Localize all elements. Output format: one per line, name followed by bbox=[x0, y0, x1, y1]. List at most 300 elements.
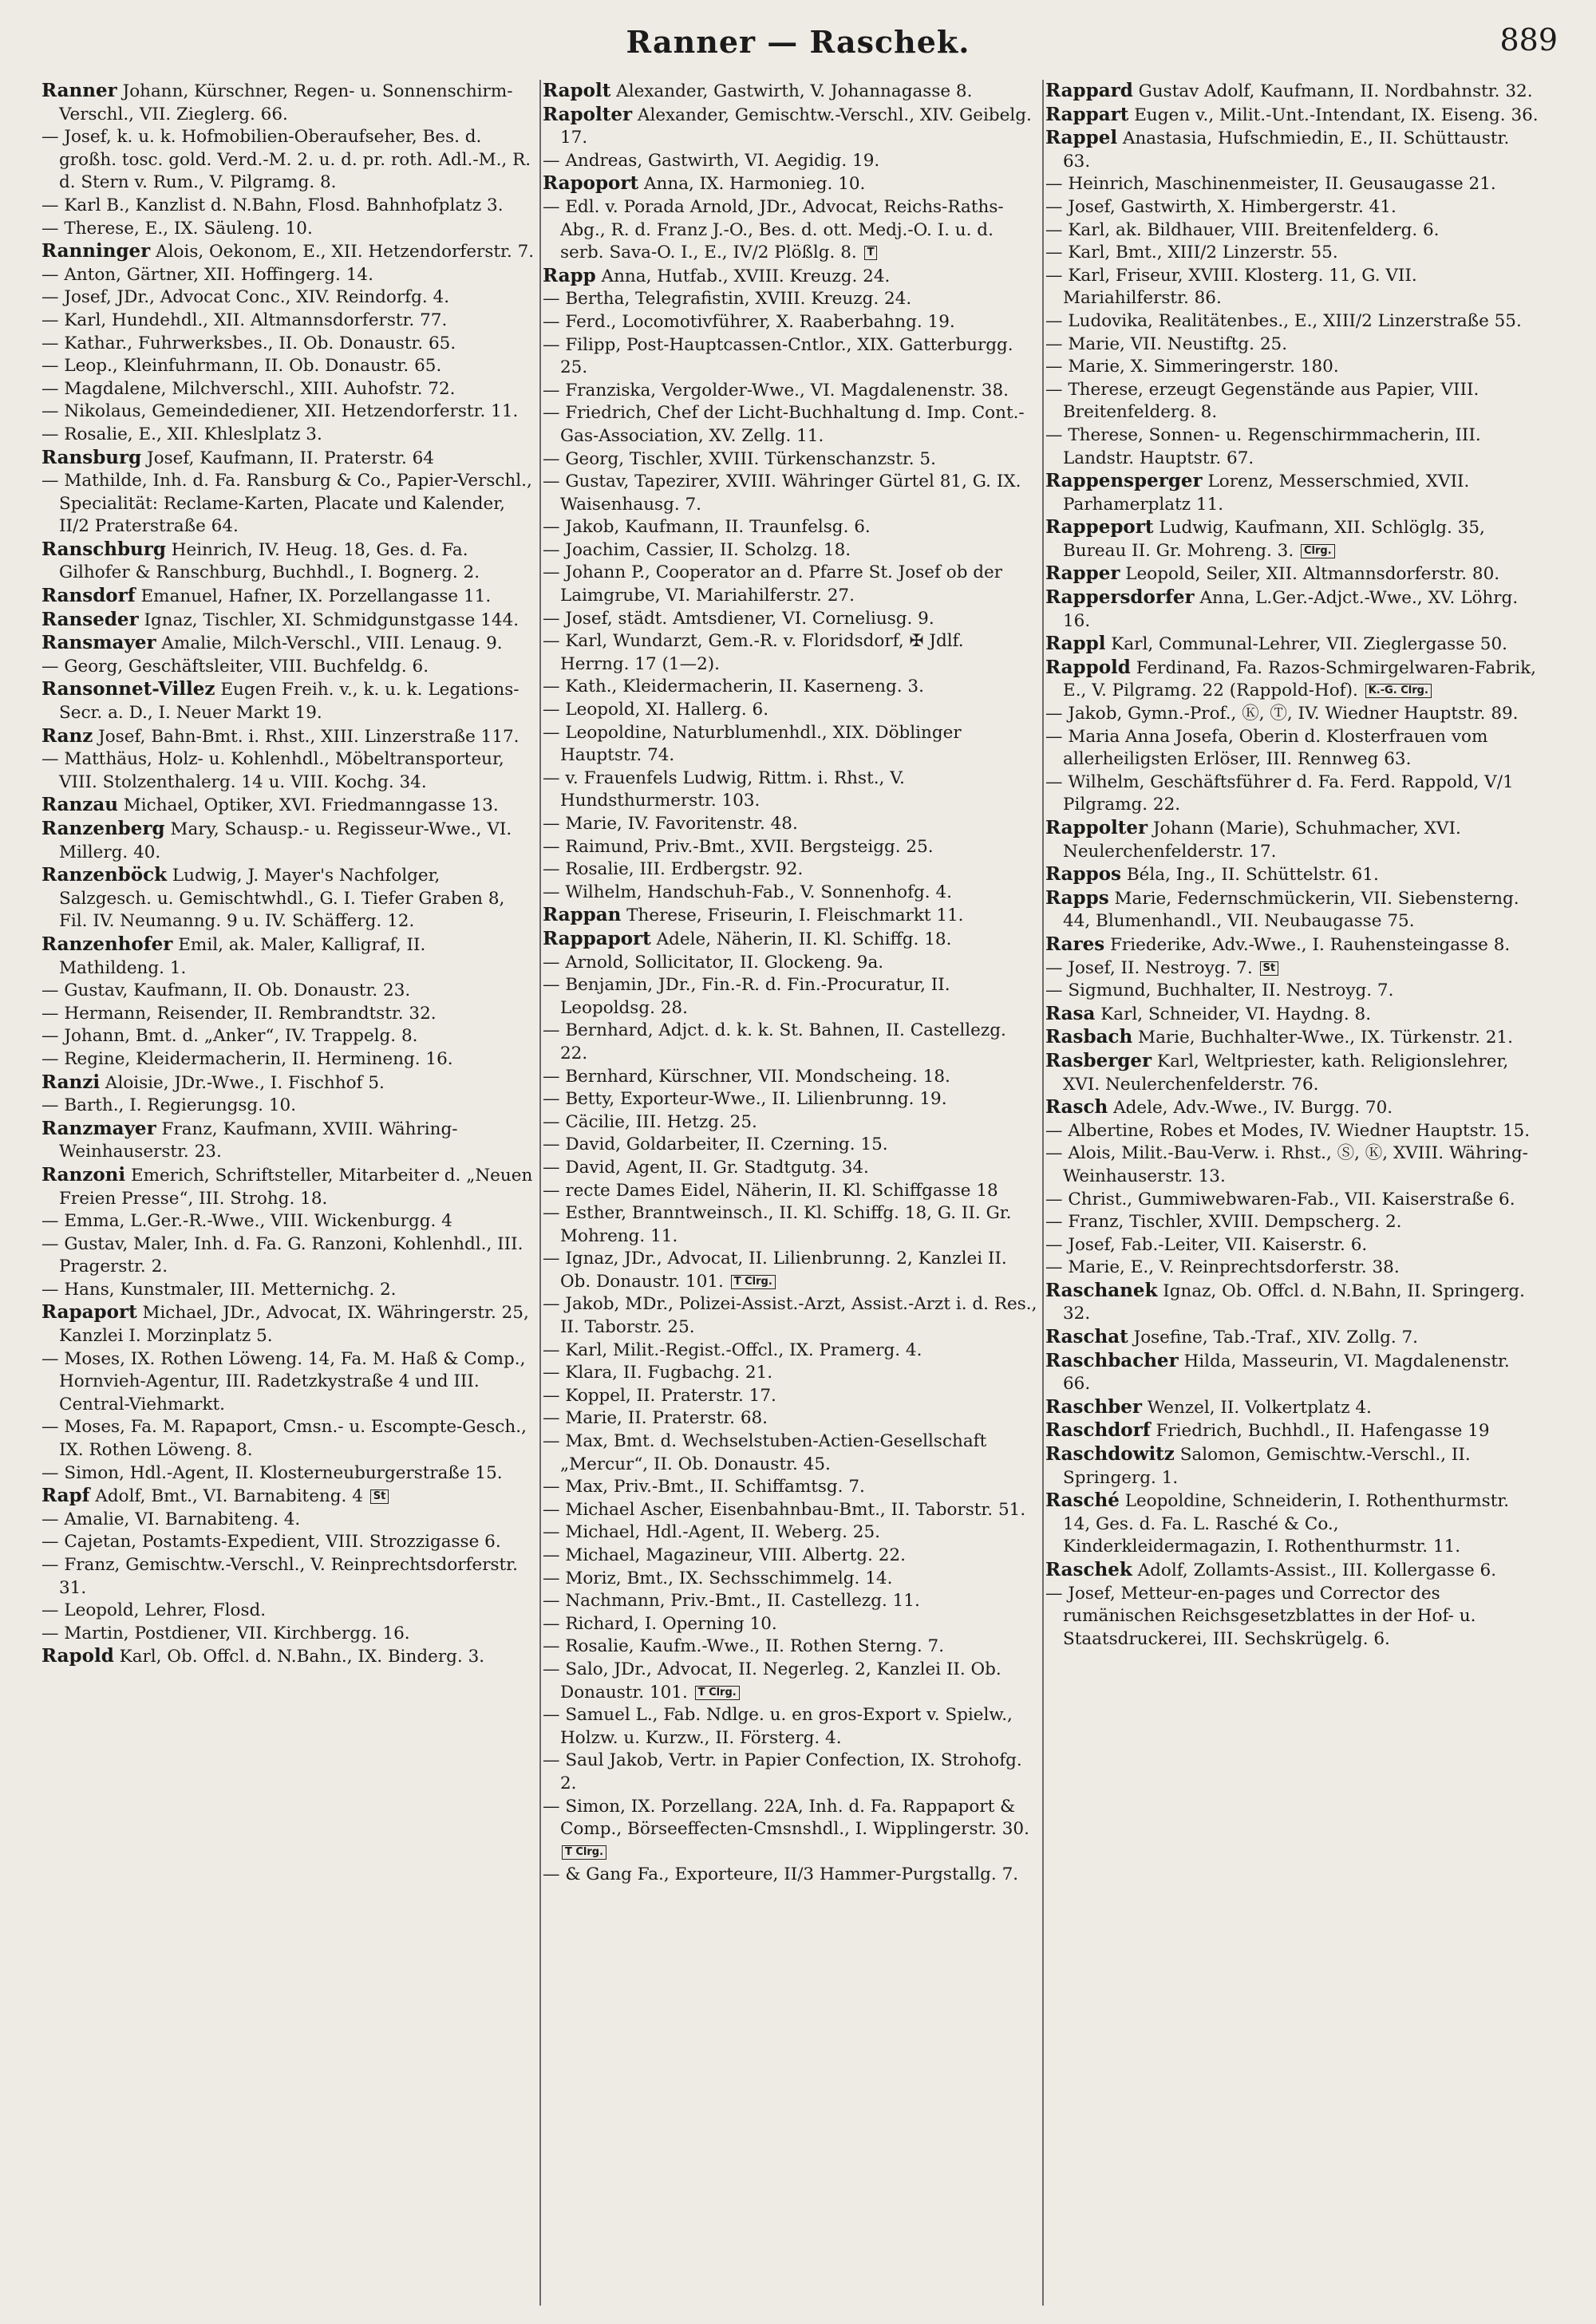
directory-entry bbox=[543, 904, 1037, 928]
entry-text: — Edl. v. Porada Arnold, JDr., Advocat, Reichs-Raths-Abg., R. d. Franz J.-O., Bes. d. ott. Medj.-O. I. u. d. serb. Sava-O. I., E., IV/2 Plößlg. 8. bbox=[543, 196, 1004, 263]
directory-entry bbox=[543, 516, 1037, 539]
entry-text: — Wilhelm, Geschäftsführer d. Fa. Ferd. Rappold, V/1 Pilgramg. 22. bbox=[1045, 771, 1514, 815]
entry-text: — Karl, Wundarzt, Gem.-R. v. Floridsdorf, ✠ Jdlf. Herrng. 17 (1—2). bbox=[543, 631, 964, 674]
directory-entry bbox=[1045, 657, 1540, 703]
directory-entry bbox=[543, 288, 1037, 311]
entry-text: — Therese, E., IX. Säuleng. 10. bbox=[41, 218, 313, 239]
entry-text: — Gustav, Tapezirer, XVIII. Währinger Gürtel 81, G. IX. Waisenhausg. 7. bbox=[543, 472, 1021, 515]
directory-entry bbox=[543, 1750, 1037, 1795]
entry-surname: Ranzau bbox=[41, 794, 118, 816]
entry-text: — Rosalie, E., XII. Khleslplatz 3. bbox=[41, 424, 322, 444]
directory-entry bbox=[1045, 1350, 1540, 1396]
directory-entry bbox=[543, 1613, 1037, 1636]
entry-text: Salomon, Gemischtw.-Verschl., II. Springerg. 1. bbox=[1063, 1445, 1471, 1488]
entry-text: — Magdalene, Milchverschl., XIII. Auhofstr. 72. bbox=[41, 378, 456, 399]
entry-text: Franz, Kaufmann, XVIII. Währing-Weinhauserstr. 23. bbox=[59, 1119, 458, 1162]
entry-text: — Josef, Metteur-en-pages und Corrector des rumänischen Reichsgesetzblattes in der Hof- u. Staatsdruckerei, III. Sechskrügelg. 6. bbox=[1045, 1583, 1476, 1649]
entry-surname: Raschbacher bbox=[1045, 1349, 1179, 1371]
entry-text: — Moses, Fa. M. Rapaport, Cmsn.- u. Escompte-Gesch., IX. Rothen Löweng. 8. bbox=[41, 1417, 527, 1461]
entry-text: — Gustav, Maler, Inh. d. Fa. G. Ranzoni, Kohlenhdl., III. Pragerstr. 2. bbox=[41, 1233, 523, 1277]
directory-entry bbox=[1045, 887, 1540, 933]
directory-entry bbox=[41, 1071, 536, 1095]
entry-text: — Simon, IX. Porzellang. 22A, Inh. d. Fa. Rappaport & Comp., Börseeffecten-Cmsnshdl., I. Wipplingerstr. 30. bbox=[543, 1796, 1029, 1840]
directory-entry bbox=[543, 471, 1037, 516]
directory-entry bbox=[1045, 863, 1540, 887]
entry-text: — Andreas, Gastwirth, VI. Aegidig. 19. bbox=[543, 150, 880, 171]
directory-entry bbox=[543, 1635, 1037, 1659]
directory-entry bbox=[41, 539, 536, 585]
directory-entry bbox=[1045, 1096, 1540, 1120]
entry-text: Ferdinand, Fa. Razos-Schmirgelwaren-Fabrik, E., V. Pilgramg. 22 (Rappold-Hof). bbox=[1063, 657, 1536, 701]
entry-surname: Ranzi bbox=[41, 1071, 101, 1093]
directory-entry bbox=[1045, 242, 1540, 265]
entry-text: Marie, Federnschmückerin, VII. Siebensterng. 44, Blumenhandl., VII. Neubaugasse 75. bbox=[1063, 888, 1519, 932]
directory-entry bbox=[543, 1157, 1037, 1180]
directory-entry bbox=[1045, 933, 1540, 957]
directory-entry bbox=[1045, 1211, 1540, 1234]
entry-surname: Rappel bbox=[1045, 127, 1118, 149]
entry-text: — Leopold, Lehrer, Flosd. bbox=[41, 1600, 267, 1621]
entry-text: — Filipp, Post-Hauptcassen-Cntlor., XIX. Gatterburgg. 25. bbox=[543, 334, 1013, 378]
directory-entry bbox=[1045, 265, 1540, 310]
entry-text: — Alois, Milit.-Bau-Verw. i. Rhst., Ⓢ, Ⓚ, XVIII. Währing-Weinhauserstr. 13. bbox=[1045, 1143, 1528, 1186]
entry-text: Leopoldine, Schneiderin, I. Rothenthurmstr. 14, Ges. d. Fa. L. Rasché & Co., Kinderkleidermagazin, I. Rothenthurmstr. 11. bbox=[1063, 1491, 1510, 1557]
directory-entry bbox=[1045, 703, 1540, 726]
entry-surname: Rapp bbox=[543, 264, 596, 286]
directory-entry bbox=[543, 104, 1037, 150]
entry-text: — Albertine, Robes et Modes, IV. Wiedner Hauptstr. 15. bbox=[1045, 1120, 1531, 1141]
entry-text: — Mathilde, Inh. d. Fa. Ransburg & Co., Papier-Verschl., Specialität: Reclame-Karten, Placate und Kalender, II/2 Praterstraße 64. bbox=[41, 471, 532, 537]
entry-text: Karl, Schneider, VI. Haydng. 8. bbox=[1095, 1004, 1372, 1024]
directory-entry bbox=[543, 265, 1037, 289]
directory-entry bbox=[41, 1645, 536, 1669]
directory-entry bbox=[1045, 1280, 1540, 1326]
entry-surname: Rasché bbox=[1045, 1489, 1120, 1512]
entry-text: — Simon, Hdl.-Agent, II. Klosterneuburgerstraße 15. bbox=[41, 1462, 503, 1483]
directory-entry bbox=[41, 1623, 536, 1646]
entry-text: — Koppel, II. Praterstr. 17. bbox=[543, 1385, 776, 1406]
directory-entry bbox=[41, 933, 536, 980]
directory-entry bbox=[543, 836, 1037, 859]
entry-text: — Josef, städt. Amtsdiener, VI. Corneliusg. 9. bbox=[543, 608, 934, 629]
entry-text: Aloisie, JDr.-Wwe., I. Fischhof 5. bbox=[100, 1072, 385, 1093]
entry-surname: Ransdorf bbox=[41, 585, 136, 607]
directory-entry bbox=[1045, 424, 1540, 470]
directory-entry bbox=[41, 818, 536, 864]
entry-text: — Karl, ak. Bildhauer, VIII. Breitenfelderg. 6. bbox=[1045, 219, 1440, 240]
directory-entry bbox=[1045, 771, 1540, 817]
entry-text: Emanuel, Hafner, IX. Porzellangasse 11. bbox=[135, 586, 492, 607]
directory-entry bbox=[41, 1348, 536, 1417]
entry-text: — Bertha, Telegrafistin, XVIII. Kreuzg. 24. bbox=[543, 289, 912, 310]
directory-entry bbox=[41, 1003, 536, 1026]
entry-surname: Rappensperger bbox=[1045, 470, 1203, 492]
entry-surname: Ranz bbox=[41, 724, 93, 747]
entry-text: Anastasia, Hufschmiedin, E., II. Schüttaustr. 63. bbox=[1063, 128, 1510, 172]
directory-entry bbox=[543, 699, 1037, 722]
entry-text: — Heinrich, Maschinenmeister, II. Geusaugasse 21. bbox=[1045, 174, 1496, 195]
entry-text: — Samuel L., Fab. Ndlge. u. en gros-Export v. Spielw., Holzw. u. Kurzw., II. Försterg. 4. bbox=[543, 1705, 1013, 1748]
directory-entry bbox=[1045, 104, 1540, 128]
directory-entry bbox=[41, 355, 536, 378]
entry-surname: Rappaport bbox=[543, 927, 651, 949]
entry-text: — Rosalie, III. Erdbergstr. 92. bbox=[543, 859, 804, 880]
directory-entry bbox=[41, 1485, 536, 1509]
entry-surname: Rappl bbox=[1045, 633, 1106, 655]
entry-text: Heinrich, IV. Heug. 18, Ges. d. Fa. Gilhofer & Ranschburg, Buchhdl., I. Bognerg. 2. bbox=[59, 539, 480, 583]
entry-text: — Jakob, MDr., Polizei-Assist.-Arzt, Assist.-Arzt i. d. Res., II. Taborstr. 25. bbox=[543, 1294, 1037, 1338]
directory-entry bbox=[543, 172, 1037, 196]
directory-entry bbox=[1045, 1026, 1540, 1050]
entry-text: — Bernhard, Adjct. d. k. k. St. Bahnen, II. Castellezg. 22. bbox=[543, 1020, 1006, 1063]
directory-entry bbox=[543, 608, 1037, 631]
directory-entry bbox=[1045, 562, 1540, 586]
directory-entry bbox=[1045, 1419, 1540, 1443]
entry-text: — Ferd., Locomotivführer, X. Raaberbahng. 19. bbox=[543, 311, 955, 332]
directory-entry bbox=[1045, 633, 1540, 657]
entry-surname: Raschek bbox=[1045, 1559, 1132, 1580]
entry-marker-badge: St bbox=[370, 1489, 389, 1504]
entry-text: Ludwig, J. Mayer's Nachfolger, Salzgesch. u. Gemischtwhdl., G. I. Tiefer Graben 8, Fil. IV. Neumanng. 9 u. IV. Schäfferg. 12. bbox=[59, 866, 505, 932]
directory-entry bbox=[543, 1293, 1037, 1339]
page-number: 889 bbox=[1499, 22, 1558, 57]
directory-entry bbox=[41, 264, 536, 287]
directory-entry bbox=[1045, 1583, 1540, 1651]
entry-text: — Moriz, Bmt., IX. Sechsschimmelg. 14. bbox=[543, 1568, 893, 1588]
directory-entry bbox=[41, 1416, 536, 1462]
entry-text: Mary, Schausp.- u. Regisseur-Wwe., VI. Millerg. 40. bbox=[59, 819, 512, 862]
entry-surname: Ranzoni bbox=[41, 1163, 126, 1186]
entry-text: — Ignaz, JDr., Advocat, II. Lilienbrunng. 2, Kanzlei II. Ob. Donaustr. 101. bbox=[543, 1249, 1007, 1292]
entry-surname: Rapaport bbox=[41, 1301, 137, 1324]
entry-text: — Arnold, Sollicitator, II. Glockeng. 9a. bbox=[543, 952, 884, 973]
directory-entry bbox=[1045, 310, 1540, 333]
entry-text: Alois, Oekonom, E., XII. Hetzendorferstr. 7. bbox=[150, 242, 535, 262]
directory-entry bbox=[41, 333, 536, 356]
directory-entry bbox=[543, 539, 1037, 562]
directory-entry bbox=[1045, 1189, 1540, 1212]
entry-text: Anna, L.Ger.-Adjct.-Wwe., XV. Löhrg. 16. bbox=[1063, 588, 1519, 631]
entry-text: — Raimund, Priv.-Bmt., XVII. Bergsteigg. 25. bbox=[543, 836, 934, 857]
entry-surname: Rasberger bbox=[1045, 1049, 1152, 1071]
entry-surname: Raschanek bbox=[1045, 1279, 1158, 1301]
entry-marker-badge: Clrg. bbox=[1301, 544, 1335, 558]
directory-entry bbox=[1045, 1489, 1540, 1559]
directory-entry bbox=[41, 470, 536, 539]
entry-text: — Georg, Tischler, XVIII. Türkenschanzstr. 5. bbox=[543, 448, 936, 469]
directory-entry bbox=[41, 1301, 536, 1347]
entry-text: — Richard, I. Operning 10. bbox=[543, 1613, 777, 1634]
entry-text: — Hermann, Reisender, II. Rembrandtstr. 32. bbox=[41, 1003, 437, 1024]
directory-entry bbox=[41, 678, 536, 724]
directory-entry bbox=[1045, 817, 1540, 863]
entry-text: — Jakob, Gymn.-Prof., Ⓚ, Ⓣ, IV. Wiedner Hauptstr. 89. bbox=[1045, 704, 1519, 724]
directory-entry bbox=[41, 447, 536, 471]
entry-text: — Moses, IX. Rothen Löweng. 14, Fa. M. Haß & Comp., Hornvieh-Agentur, III. Radetzkystraße 4 und III. Central-Viehmarkt. bbox=[41, 1348, 526, 1415]
entry-text: — Martin, Postdiener, VII. Kirchbergg. 16. bbox=[41, 1623, 410, 1643]
entry-marker-badge: St bbox=[1260, 961, 1279, 976]
entry-marker-badge: K.-G. Clrg. bbox=[1365, 684, 1432, 698]
entry-text: — v. Frauenfels Ludwig, Rittm. i. Rhst., V. Hundsthurmerstr. 103. bbox=[543, 767, 905, 811]
entry-text: — & Gang Fa., Exporteure, II/3 Hammer-Purgstallg. 7. bbox=[543, 1864, 1019, 1885]
entry-text: — Sigmund, Buchhalter, II. Nestroyg. 7. bbox=[1045, 980, 1394, 1001]
entry-text: — Esther, Branntweinsch., II. Kl. Schiffg. 18, G. II. Gr. Mohreng. 11. bbox=[543, 1203, 1012, 1246]
entry-text: — Marie, E., V. Reinprechtsdorferstr. 38. bbox=[1045, 1257, 1400, 1278]
directory-entry bbox=[41, 1095, 536, 1118]
directory-entry bbox=[41, 1164, 536, 1210]
entry-text: — Franz, Tischler, XVIII. Dempscherg. 2. bbox=[1045, 1212, 1402, 1233]
entry-marker-badge: T Clrg. bbox=[562, 1845, 606, 1860]
entry-surname: Rappolter bbox=[1045, 817, 1148, 838]
entry-text: Josefine, Tab.-Traf., XIV. Zollg. 7. bbox=[1128, 1328, 1419, 1348]
entry-surname: Rappeport bbox=[1045, 516, 1154, 539]
directory-entry bbox=[543, 402, 1037, 448]
directory-entry bbox=[543, 80, 1037, 104]
entry-surname: Ransonnet-Villez bbox=[41, 678, 215, 700]
entry-text: — Christ., Gummiwebwaren-Fab., VII. Kaiserstraße 6. bbox=[1045, 1189, 1515, 1209]
entry-text: — Betty, Exporteur-Wwe., II. Lilienbrunng. 19. bbox=[543, 1089, 947, 1110]
directory-entry bbox=[543, 1659, 1037, 1704]
entry-text: — Johann P., Cooperator an d. Pfarre St. Josef ob der Laimgrube, VI. Mariahilferstr. 27. bbox=[543, 562, 1003, 606]
directory-entry bbox=[41, 1279, 536, 1302]
entry-text: — Maria Anna Josefa, Oberin d. Klosterfrauen vom allerheiligsten Erlöser, III. Rennweg 63. bbox=[1045, 726, 1488, 770]
entry-surname: Rapper bbox=[1045, 562, 1120, 585]
directory-entry bbox=[41, 1025, 536, 1048]
entry-surname: Rapoport bbox=[543, 172, 639, 195]
directory-entry bbox=[1045, 1559, 1540, 1583]
entry-text: Johann (Marie), Schuhmacher, XVI. Neulerchenfelderstr. 17. bbox=[1063, 819, 1461, 862]
directory-entry bbox=[41, 1509, 536, 1532]
entry-text: — Joachim, Cassier, II. Scholzg. 18. bbox=[543, 539, 851, 560]
directory-entry bbox=[1045, 586, 1540, 633]
entry-text: Ignaz, Ob. Offcl. d. N.Bahn, II. Springerg. 32. bbox=[1063, 1280, 1525, 1324]
entry-text: Therese, Friseurin, I. Fleischmarkt 11. bbox=[621, 906, 964, 926]
entry-surname: Ranninger bbox=[41, 240, 151, 262]
directory-entry bbox=[543, 1248, 1037, 1293]
entry-surname: Ranschburg bbox=[41, 538, 166, 560]
entry-text: — Georg, Geschäftsleiter, VIII. Buchfeldg. 6. bbox=[41, 656, 429, 677]
entry-text: — Benjamin, JDr., Fin.-R. d. Fin.-Procuratur, II. Leopoldsg. 28. bbox=[543, 975, 950, 1018]
entry-text: Ignaz, Tischler, XI. Schmidgunstgasse 144. bbox=[138, 610, 519, 630]
directory-entry bbox=[1045, 196, 1540, 219]
entry-text: — Saul Jakob, Vertr. in Papier Confection, IX. Strohofg. 2. bbox=[543, 1750, 1022, 1793]
directory-entry bbox=[41, 1118, 536, 1164]
entry-text: — Kathar., Fuhrwerksbes., II. Ob. Donaustr. 65. bbox=[41, 333, 456, 353]
entry-text: — Michael Ascher, Eisenbahnbau-Bmt., II. Taborstr. 51. bbox=[543, 1499, 1026, 1520]
directory-entry bbox=[1045, 1003, 1540, 1027]
entry-text: — Therese, erzeugt Gegenstände aus Papier, VIII. Breitenfelderg. 8. bbox=[1045, 379, 1479, 423]
directory-entry bbox=[543, 767, 1037, 813]
entry-text: — Leopoldine, Naturblumenhdl., XIX. Döblinger Hauptstr. 74. bbox=[543, 722, 962, 766]
directory-entry bbox=[543, 334, 1037, 380]
entry-surname: Rapold bbox=[41, 1645, 114, 1667]
entry-text: Lorenz, Messerschmied, XVII. Parhamerplatz 11. bbox=[1063, 472, 1470, 515]
entry-text: — Ludovika, Realitätenbes., E., XIII/2 Linzerstraße 55. bbox=[1045, 310, 1522, 331]
entry-text: Leopold, Seiler, XII. Altmannsdorferstr. 80. bbox=[1120, 564, 1500, 585]
entry-text: Adele, Näherin, II. Kl. Schiffg. 18. bbox=[650, 929, 952, 949]
entry-text: Emil, ak. Maler, Kalligraf, II. Mathildeng. 1. bbox=[59, 934, 426, 978]
entry-surname: Ranzenberg bbox=[41, 818, 165, 839]
directory-entry bbox=[41, 725, 536, 749]
entry-text: — Josef, Fab.-Leiter, VII. Kaiserstr. 6. bbox=[1045, 1234, 1368, 1255]
entry-surname: Raschat bbox=[1045, 1326, 1128, 1348]
entry-text: — Marie, IV. Favoritenstr. 48. bbox=[543, 814, 798, 834]
directory-entry bbox=[1045, 173, 1540, 196]
directory-entry bbox=[1045, 957, 1540, 980]
directory-entry bbox=[41, 1462, 536, 1486]
directory-entry bbox=[543, 1340, 1037, 1363]
directory-entry bbox=[41, 980, 536, 1003]
directory-entry bbox=[543, 1521, 1037, 1545]
entry-text: Adolf, Bmt., VI. Barnabiteng. 4 bbox=[89, 1486, 363, 1507]
columns bbox=[41, 80, 1558, 2306]
entry-text: — Michael, Magazineur, VIII. Albertg. 22. bbox=[543, 1545, 906, 1565]
entry-surname: Rappan bbox=[543, 904, 622, 926]
entry-text: — Karl, Friseur, XVIII. Klosterg. 11, G. VII. Mariahilferstr. 86. bbox=[1045, 265, 1417, 309]
directory-entry bbox=[543, 1568, 1037, 1591]
entry-text: — Emma, L.Ger.-R.-Wwe., VIII. Wickenburgg. 4 bbox=[41, 1211, 452, 1232]
entry-text: — Marie, X. Simmeringerstr. 180. bbox=[1045, 357, 1339, 377]
entry-surname: Rapps bbox=[1045, 886, 1109, 909]
entry-text: Eugen Freih. v., k. u. k. Legations-Secr. a. D., I. Neuer Markt 19. bbox=[59, 680, 519, 724]
directory-entry bbox=[41, 656, 536, 679]
directory-entry bbox=[543, 150, 1037, 173]
entry-surname: Rappard bbox=[1045, 80, 1133, 101]
entry-text: — Karl, Hundehdl., XII. Altmannsdorferstr. 77. bbox=[41, 310, 448, 330]
entry-text: — Cajetan, Postamts-Expedient, VIII. Strozzigasse 6. bbox=[41, 1532, 501, 1553]
entry-text: Karl, Communal-Lehrer, VII. Zieglergasse 50. bbox=[1105, 634, 1508, 655]
entry-text: — David, Goldarbeiter, II. Czerning. 15. bbox=[543, 1134, 888, 1155]
entry-surname: Raschdorf bbox=[1045, 1419, 1151, 1442]
directory-entry bbox=[543, 1499, 1037, 1522]
entry-text: Alexander, Gemischtw.-Verschl., XIV. Geibelg. 17. bbox=[560, 105, 1032, 148]
entry-text: Béla, Ing., II. Schüttelstr. 61. bbox=[1121, 865, 1379, 886]
directory-entry bbox=[543, 1134, 1037, 1157]
directory-entry bbox=[543, 882, 1037, 905]
directory-entry bbox=[1045, 1234, 1540, 1257]
entry-text: Amalie, Milch-Verschl., VIII. Lenaug. 9. bbox=[156, 633, 503, 654]
directory-entry bbox=[543, 676, 1037, 699]
entry-text: — Amalie, VI. Barnabiteng. 4. bbox=[41, 1509, 301, 1529]
entry-text: — Franz, Gemischtw.-Verschl., V. Reinprechtsdorferstr. 31. bbox=[41, 1555, 518, 1598]
entry-text: — Franziska, Vergolder-Wwe., VI. Magdalenenstr. 38. bbox=[543, 380, 1009, 400]
entry-text: — Marie, II. Praterstr. 68. bbox=[543, 1408, 768, 1429]
directory-entry bbox=[543, 858, 1037, 882]
entry-text: — Cäcilie, III. Hetzg. 25. bbox=[543, 1111, 757, 1132]
directory-entry bbox=[543, 1864, 1037, 1887]
directory-entry bbox=[1045, 356, 1540, 379]
directory-entry bbox=[1045, 1120, 1540, 1143]
entry-text: — Leop., Kleinfuhrmann, II. Ob. Donaustr. 65. bbox=[41, 356, 442, 377]
entry-text: — Kath., Kleidermacherin, II. Kaserneng. 3. bbox=[543, 677, 924, 697]
entry-surname: Ranzenböck bbox=[41, 864, 168, 886]
directory-entry bbox=[543, 1407, 1037, 1430]
directory-entry bbox=[1045, 1257, 1540, 1280]
directory-entry bbox=[543, 722, 1037, 767]
directory-entry bbox=[543, 1545, 1037, 1568]
entry-surname: Raschdowitz bbox=[1045, 1443, 1175, 1466]
entry-marker-badge: T Clrg. bbox=[695, 1686, 740, 1700]
entry-surname: Rappos bbox=[1045, 863, 1121, 886]
entry-text: — Max, Priv.-Bmt., II. Schiffamtsg. 7. bbox=[543, 1477, 865, 1497]
directory-entry bbox=[543, 1180, 1037, 1203]
entry-text: — Michael, Hdl.-Agent, II. Weberg. 25. bbox=[543, 1522, 880, 1543]
entry-text: Friedrich, Buchhdl., II. Hafengasse 19 bbox=[1150, 1421, 1490, 1442]
entry-text: — Marie, VII. Neustiftg. 25. bbox=[1045, 333, 1288, 354]
entry-text: Adele, Adv.-Wwe., IV. Burgg. 70. bbox=[1108, 1098, 1393, 1119]
directory-entry bbox=[543, 562, 1037, 607]
entry-surname: Rappold bbox=[1045, 656, 1131, 678]
entry-text: Eugen v., Milit.-Unt.-Intendant, IX. Eiseng. 36. bbox=[1128, 105, 1539, 125]
entry-surname: Rappart bbox=[1045, 103, 1129, 125]
entry-marker-badge: T Clrg. bbox=[731, 1275, 776, 1289]
directory-entry bbox=[1045, 1326, 1540, 1350]
entry-text: — Josef, Gastwirth, X. Himbergerstr. 41. bbox=[1045, 196, 1396, 217]
directory-entry bbox=[543, 380, 1037, 403]
directory-entry bbox=[41, 1233, 536, 1279]
directory-entry bbox=[1045, 470, 1540, 516]
entry-text: — Gustav, Kaufmann, II. Ob. Donaustr. 23. bbox=[41, 980, 411, 1001]
entry-text: — Rosalie, Kaufm.-Wwe., II. Rothen Sterng. 7. bbox=[543, 1636, 945, 1657]
directory-entry bbox=[41, 794, 536, 818]
directory-entry bbox=[543, 1430, 1037, 1476]
directory-entry bbox=[543, 1020, 1037, 1065]
directory-entry bbox=[41, 378, 536, 401]
column-2 bbox=[543, 80, 1037, 2306]
directory-entry bbox=[41, 240, 536, 264]
entry-text: — Klara, II. Fugbachg. 21. bbox=[543, 1363, 773, 1383]
entry-text: Anna, IX. Harmonieg. 10. bbox=[638, 174, 866, 195]
entry-text: — David, Agent, II. Gr. Stadtgutg. 34. bbox=[543, 1157, 869, 1178]
directory-entry bbox=[41, 632, 536, 656]
directory-entry bbox=[41, 80, 536, 126]
entry-surname: Ranzenhofer bbox=[41, 933, 173, 955]
entry-text: Friederike, Adv.-Wwe., I. Rauhensteingasse 8. bbox=[1104, 934, 1511, 955]
entry-text: — Hans, Kunstmaler, III. Metternichg. 2. bbox=[41, 1279, 397, 1300]
directory-entry bbox=[41, 609, 536, 633]
entry-text: — Josef, II. Nestroyg. 7. bbox=[1045, 957, 1253, 978]
entry-text: — Karl, Bmt., XIII/2 Linzerstr. 55. bbox=[1045, 243, 1338, 263]
entry-text: Ludwig, Kaufmann, XII. Schlöglg. 35, Bureau II. Gr. Mohreng. 3. bbox=[1063, 518, 1485, 561]
directory-entry bbox=[1045, 1050, 1540, 1096]
directory-entry bbox=[41, 1210, 536, 1233]
entry-text: — Barth., I. Regierungsg. 10. bbox=[41, 1095, 297, 1116]
directory-entry bbox=[543, 196, 1037, 265]
directory-entry bbox=[41, 400, 536, 424]
directory-entry bbox=[41, 424, 536, 447]
entry-surname: Rasch bbox=[1045, 1096, 1108, 1119]
entry-text: Wenzel, II. Volkertplatz 4. bbox=[1142, 1397, 1372, 1418]
directory-entry bbox=[41, 310, 536, 333]
entry-text: Karl, Ob. Offcl. d. N.Bahn., IX. Binderg. 3. bbox=[113, 1647, 485, 1667]
entry-surname: Rapf bbox=[41, 1485, 90, 1507]
directory-entry bbox=[1045, 1396, 1540, 1420]
directory-entry bbox=[543, 1385, 1037, 1408]
entry-surname: Rares bbox=[1045, 933, 1105, 955]
directory-entry bbox=[1045, 219, 1540, 243]
directory-entry bbox=[41, 126, 536, 195]
directory-entry bbox=[41, 864, 536, 933]
directory-entry bbox=[41, 1600, 536, 1623]
directory-entry bbox=[543, 928, 1037, 952]
entry-text: Johann, Kürschner, Regen- u. Sonnenschirm-Verschl., VII. Zieglerg. 66. bbox=[59, 81, 513, 124]
entry-surname: Ranner bbox=[41, 80, 117, 101]
entry-text: Josef, Kaufmann, II. Praterstr. 64 bbox=[141, 448, 434, 468]
entry-text: — Therese, Sonnen- u. Regenschirmmacherin, III. Landstr. Hauptstr. 67. bbox=[1045, 424, 1481, 468]
entry-text: — Karl, Milit.-Regist.-Offcl., IX. Pramerg. 4. bbox=[543, 1340, 922, 1360]
directory-entry bbox=[543, 952, 1037, 975]
entry-text: — Karl B., Kanzlist d. N.Bahn, Flosd. Bahnhofplatz 3. bbox=[41, 195, 504, 215]
